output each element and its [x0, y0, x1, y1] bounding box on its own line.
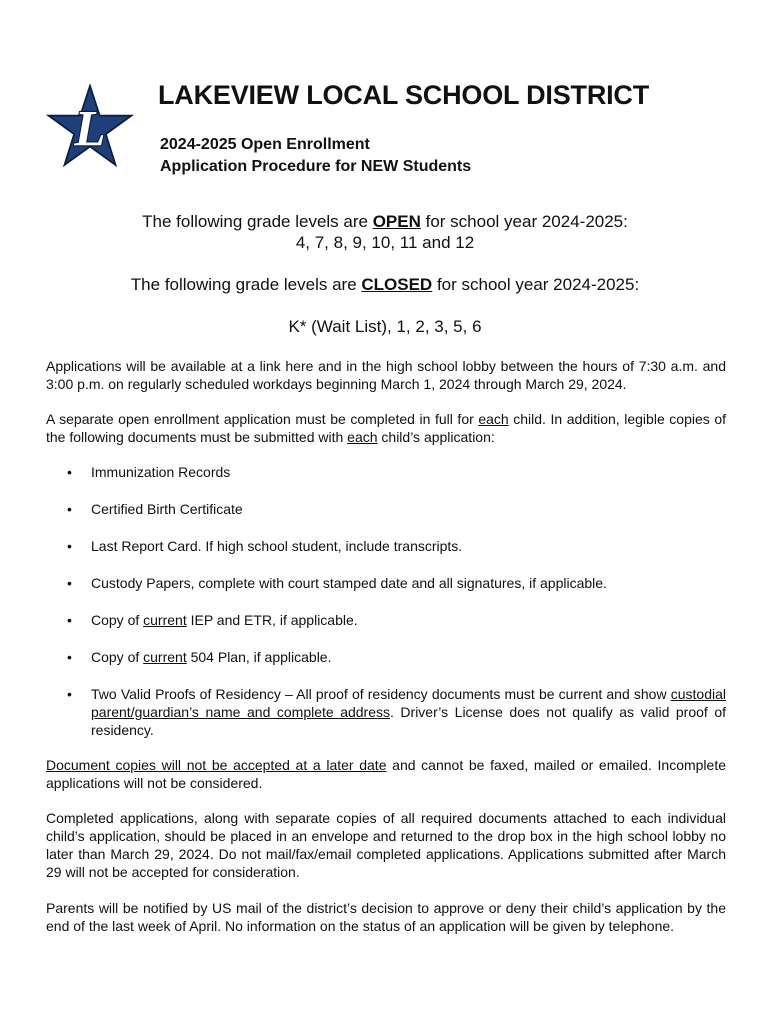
list-item — [46, 537, 726, 555]
copies-rest: and cannot be faxed, mailed or emailed. Incomplete applications will not be considered. — [46, 757, 726, 791]
residency-prefix: Two Valid Proofs of Residency – All proof of residency documents must be current and show — [91, 686, 671, 702]
open-emphasis: OPEN — [372, 212, 421, 231]
separate-text-2: child. In addition, legible copies of the following documents must be submitted with — [46, 411, 726, 445]
residency-underlined: custodial parent/guardian’s name and complete address — [91, 686, 726, 720]
document-custody-papers: Custody Papers, complete with court stamped date and all signatures, if applicable. — [91, 575, 607, 591]
open-grades-list: 4, 7, 8, 9, 10, 11 and 12 — [295, 233, 475, 252]
copies-paragraph — [46, 756, 726, 792]
copies-underlined: Document copies will not be accepted at a later date — [46, 757, 387, 773]
district-title: LAKEVIEW LOCAL SCHOOL DISTRICT — [158, 80, 650, 110]
bullet-icon: • — [67, 649, 72, 665]
plan504-suffix: 504 Plan, if applicable. — [186, 649, 332, 665]
list-item — [46, 500, 726, 518]
closed-emphasis: CLOSED — [361, 275, 433, 294]
each-underlined-2: each — [347, 429, 378, 445]
plan504-prefix: Copy of — [91, 649, 144, 665]
list-item — [46, 574, 726, 592]
closed-grades-heading — [0, 274, 770, 295]
document-504-plan — [91, 649, 331, 665]
bullet-icon: • — [67, 575, 72, 591]
closed-heading-suffix: for school year 2024-2025: — [432, 275, 640, 294]
document-report-card: Last Report Card. If high school student, include transcripts. — [91, 538, 463, 554]
list-item — [46, 611, 726, 629]
separate-application-paragraph — [46, 410, 726, 446]
subtitle-line-1: 2024-2025 Open Enrollment — [160, 136, 370, 153]
iep-current-underlined: current — [143, 612, 187, 628]
document-immunization: Immunization Records — [91, 464, 231, 480]
list-item — [46, 648, 726, 666]
list-item — [46, 685, 726, 739]
iep-prefix: Copy of — [91, 612, 144, 628]
document-subtitle — [160, 134, 471, 178]
closed-grades-list: K* (Wait List), 1, 2, 3, 5, 6 — [288, 317, 482, 336]
open-heading-suffix: for school year 2024-2025: — [420, 212, 628, 231]
residency-suffix: . Driver’s License does not qualify as valid proof of residency. — [91, 704, 726, 738]
separate-text-3: child’s application: — [377, 429, 495, 445]
notification-paragraph: Parents will be notified by US mail of the district’s decision to approve or deny their child’s application by the end of the last week of April. No information on the status of an application will be given by telephone. — [46, 900, 726, 934]
open-grades-section — [0, 211, 770, 253]
separate-text-1: A separate open enrollment application must be completed in full for — [46, 411, 479, 427]
document-proof-of-residency — [91, 686, 726, 738]
logo-letter: L — [74, 101, 106, 158]
closed-heading-prefix: The following grade levels are — [130, 275, 362, 294]
bullet-icon: • — [67, 612, 72, 628]
plan504-current-underlined: current — [143, 649, 187, 665]
document-iep-etr — [91, 612, 358, 628]
open-heading-prefix: The following grade levels are — [142, 212, 373, 231]
completed-applications-paragraph: Completed applications, along with separate copies of all required documents attached to each individual child’s application, should be placed in an envelope and returned to the drop box in the high school lobby no later than March 29, 2024. Do not mail/fax/email completed applications. Applications submitted after March 29 will not be accepted for consideration. — [46, 810, 726, 880]
bullet-icon: • — [67, 686, 72, 702]
bullet-icon: • — [67, 538, 72, 554]
availability-paragraph: Applications will be available at a link here and in the high school lobby between the hours of 7:30 a.m. and 3:00 p.m. on regularly scheduled workdays beginning March 1, 2024 through March 29, 2024. — [46, 358, 726, 392]
required-documents-list — [46, 463, 726, 758]
open-grades-heading — [0, 211, 770, 232]
list-item — [46, 463, 726, 481]
iep-suffix: IEP and ETR, if applicable. — [186, 612, 358, 628]
subtitle-line-2: Application Procedure for NEW Students — [160, 158, 472, 175]
closed-grades-section — [0, 274, 770, 295]
document-birth-certificate: Certified Birth Certificate — [91, 501, 243, 517]
each-underlined-1: each — [478, 411, 509, 427]
bullet-icon: • — [67, 501, 72, 517]
bullet-icon: • — [67, 464, 72, 480]
district-star-logo — [46, 84, 134, 172]
